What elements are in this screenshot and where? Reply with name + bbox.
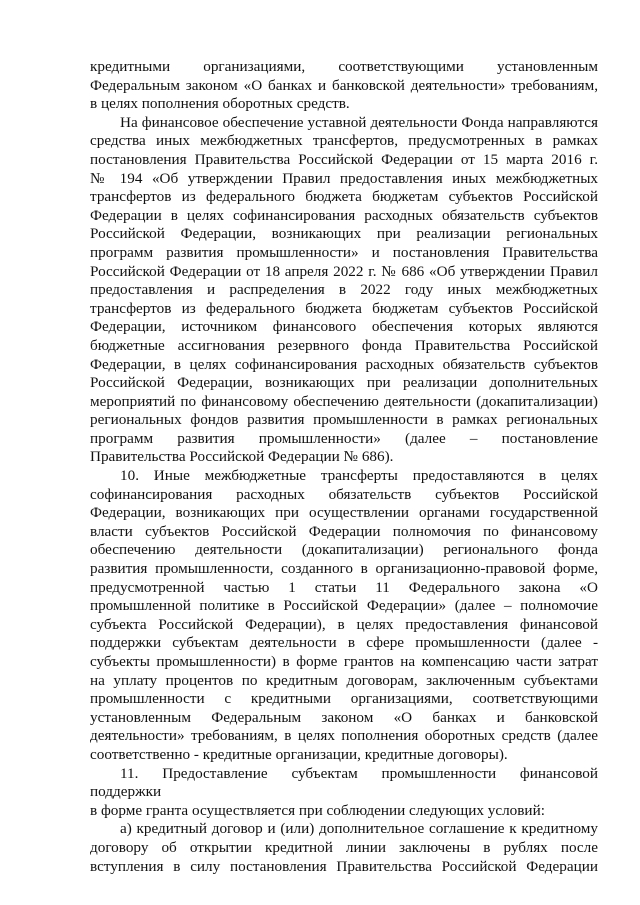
text-line: Федерации, источником финансового обеспечения которых являются [90,318,598,336]
text-line: софинансирования расходных обязательств субъектов Российской [90,485,598,503]
text-line: а) кредитный договор и (или) дополнительное соглашение к кредитному [120,820,598,838]
text-line: обеспечению деятельности (докапитализации) регионального фонда [90,541,598,559]
text-line: программ развития промышленности» (далее – постановление [90,429,598,447]
text-line: субъекта Российской Федерации), в целях предоставления финансовой [90,615,598,633]
text-line: договору об открытии кредитной линии заключены в рублях после [90,838,598,856]
text-line: установленным Федеральным законом «О банках и банковской [90,708,598,726]
text-line: На финансовое обеспечение уставной деятельности Фонда направляются [120,113,598,131]
text-line: субъекты промышленности) в форме грантов на компенсацию части затрат [90,653,598,670]
text-line: в форме гранта осуществляется при соблюдении следующих условий: [90,801,545,819]
text-line: постановления Правительства Российской Федерации от 15 марта 2016 г. [90,150,598,168]
text-line: вступления в силу постановления Правительства Российской Федерации [90,857,598,875]
text-line: развития промышленности, созданного в организационно-правовой форме, [90,560,598,578]
text-line: соответственно - кредитные организации, кредитные договоры). [90,745,508,763]
text-line: Российской Федерации от 18 апреля 2022 г. № 686 «Об утверждении Правил [90,262,598,280]
text-line: в целях пополнения оборотных средств. [90,95,350,113]
text-line: деятельности» требованиям, в целях пополнения оборотных средств (далее [90,727,598,745]
text-line: 11. Предоставление субъектам промышленности финансовой [120,764,598,782]
text-line: кредитными организациями, соответствующими установленным [90,58,598,75]
text-line: предусмотренной частью 1 статьи 11 Федерального закона «О [90,578,598,596]
text-line: Российской Федерации, возникающих при реализации дополнительных [90,374,598,392]
document-page [90,58,598,876]
text-line: 10. Иные межбюджетные трансферты предоставляются в целях [120,467,598,485]
text-line: мероприятий по финансовому обеспечению деятельности (докапитализации) [90,392,598,410]
text-line: трансфертов из федерального бюджета бюджетам субъектов Российской [90,188,598,206]
text-line: Федерации, возникающих при осуществлении органами государственной [90,504,598,522]
text-line: Федерации в целях софинансирования расходных обязательств субъектов [90,206,598,224]
text-line: промышленности с кредитными организациями, соответствующими [90,690,598,708]
text-line: Российской Федерации, возникающих при реализации региональных [90,225,598,243]
text-line: Правительства Российской Федерации № 686). [90,448,394,466]
text-line: бюджетные ассигнования резервного фонда Правительства Российской [90,336,598,354]
text-line: средства иных межбюджетных трансфертов, предусмотренных в рамках [90,132,598,150]
text-line: на уплату процентов по кредитным договорам, заключенным субъектами [90,671,598,689]
text-line: Федерации, в целях софинансирования расходных обязательств субъектов [90,355,598,373]
text-line: предоставления и распределения в 2022 году иных межбюджетных [90,281,598,299]
text-line: поддержки [90,783,162,801]
text-line: Федеральным законом «О банках и банковской деятельности» требованиям, [90,76,598,94]
text-line: промышленной политике в Российской Федерации» (далее – полномочие [90,597,598,615]
text-line: поддержки субъектам деятельности в сфере промышленности (далее - [90,634,598,652]
text-line: власти субъектов Российской Федерации полномочия по финансовому [90,522,598,540]
text-line: программ развития промышленности» и постановления Правительства [90,243,598,261]
text-line: региональных фондов развития промышленности в рамках региональных [90,411,598,429]
text-line: № 194 «Об утверждении Правил предоставления иных межбюджетных [90,169,598,187]
text-line: трансфертов из федерального бюджета бюджетам субъектов Российской [90,299,598,317]
